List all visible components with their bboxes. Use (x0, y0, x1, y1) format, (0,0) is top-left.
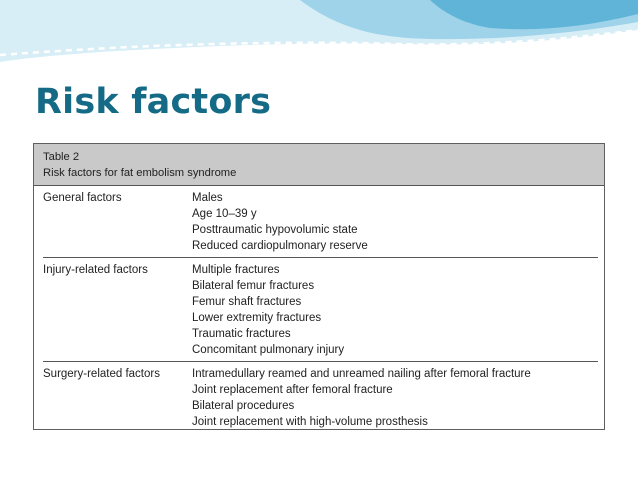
table-group-injury (43, 257, 598, 361)
header-wave-decoration (0, 0, 638, 80)
list-item: Bilateral procedures (192, 400, 295, 412)
list-item: Femur shaft fractures (192, 296, 302, 308)
table-body (34, 186, 604, 433)
table-caption (34, 144, 604, 186)
list-item: Bilateral femur fractures (192, 280, 315, 292)
group-label: Injury-related factors (43, 264, 148, 276)
slide-title: Risk factors (35, 82, 272, 122)
list-item: Lower extremity fractures (192, 312, 322, 324)
group-label: General factors (43, 192, 122, 204)
group-label: Surgery-related factors (43, 368, 160, 380)
table-caption-text: Risk factors for fat embolism syndrome (43, 167, 237, 179)
list-item: Joint replacement with high-volume prosthesis (192, 416, 428, 428)
table-group-surgery (43, 361, 598, 433)
table-group-general (43, 186, 598, 257)
list-item: Reduced cardiopulmonary reserve (192, 240, 368, 252)
list-item: Multiple fractures (192, 264, 280, 276)
table-number: Table 2 (43, 151, 80, 163)
list-item: Joint replacement after femoral fracture (192, 384, 393, 396)
list-item: Concomitant pulmonary injury (192, 344, 345, 356)
list-item: Posttraumatic hypovolumic state (192, 224, 358, 236)
group-items (192, 262, 598, 358)
risk-factors-table (33, 143, 605, 430)
group-items (192, 366, 598, 430)
group-items (192, 190, 598, 254)
list-item: Age 10–39 y (192, 208, 257, 220)
list-item: Traumatic fractures (192, 328, 291, 340)
list-item: Males (192, 192, 223, 204)
list-item: Intramedullary reamed and unreamed nailing after femoral fracture (192, 368, 531, 380)
